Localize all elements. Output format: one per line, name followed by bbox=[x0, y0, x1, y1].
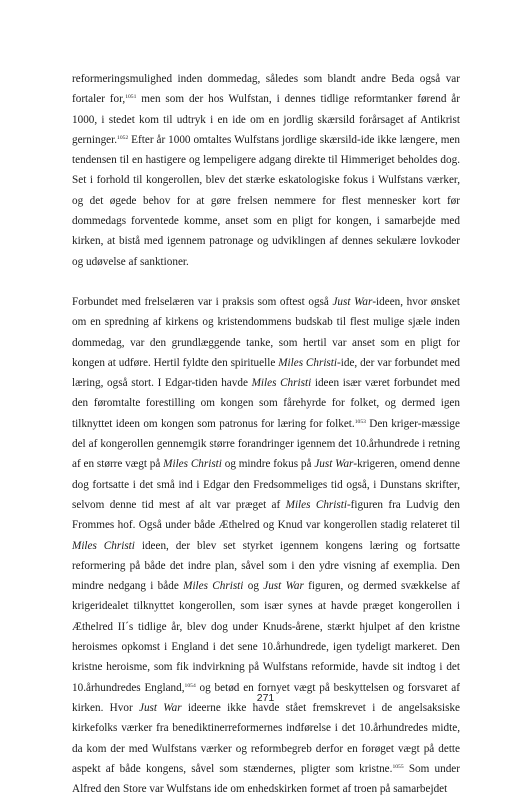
italic-term: Miles Christi bbox=[285, 498, 347, 511]
text-run: -ide, der var forbundet med læring, også stort. I Edgar-tiden havde bbox=[72, 356, 461, 390]
text-run: Som under Alfred den Store var Wulfstans ide om enhedskirken formet af troen på samarbejdet bbox=[72, 762, 460, 796]
italic-term: Miles Christi bbox=[251, 377, 312, 390]
text-run: -krigeren, omend denne dog fortsatte i det små ind i Edgar den Fredsommeliges tid også, i Dunstans skrifter, selvom denne tid mest af alt var præget af bbox=[72, 458, 460, 511]
italic-term: Miles Christi bbox=[72, 539, 135, 552]
text-run: og betød en fornyet vægt på beskyttelsen og forsvaret af kirken. Hvor bbox=[72, 681, 460, 714]
footnote-marker: 1054 bbox=[184, 682, 196, 689]
text-run: ideerne ikke havde stået fremskrevet i de angelsaksiske kirkefolks værker fra benediktinerreformernes indførelse i det 10.århundredes midte, da kom der med Wulfstans værker og reformbegreb derfor en forøget vægt på dette aspekt af både kongens, såvel som stændernes, pligter som kristne. bbox=[72, 701, 461, 775]
body-text bbox=[72, 69, 460, 799]
text-run: figuren, og dermed svækkelse af krigeridealet tilknyttet kongerollen, som især synes at havde præget kongerollen i Æthelred II´s tidlige år, blev dog under Knuds-årene, stærkt hjulpet af den kristne heroismes opkomst i England i det sene 10.århundrede, igen tydeligt markeret. Den kristne heroisme, som fik indvirkning på Wulfstans reformide, havde sit indtog i det 10.århundredes England, bbox=[72, 580, 460, 694]
text-run: Forbundet med frelselæren var i praksis som oftest også bbox=[72, 295, 333, 308]
footnote-marker: 1051 bbox=[125, 94, 137, 101]
paragraph bbox=[72, 69, 460, 272]
text-run: og bbox=[243, 580, 264, 593]
text-run: -figuren fra Ludvig den Frommes hof. Også under både Æthelred og Knud var kongerollen stadig relateret til bbox=[72, 498, 460, 532]
italic-term: Just War bbox=[314, 458, 354, 471]
text-run: ideen især været forbundet med den føromtalte forestilling om kongen som fårehyrde for folket, og dermed igen tilknyttet ideen om kongen som patronus for læring for folket. bbox=[72, 377, 460, 430]
footnote-marker: 1055 bbox=[392, 763, 404, 770]
italic-term: Just War bbox=[332, 295, 373, 308]
italic-term: Miles Christi bbox=[163, 458, 222, 471]
text-run: ideen, der blev set styrket igennem kongens læring og fortsatte reformering på både det indre plan, såvel som i den ydre visning af exemplia. Den mindre nedgang i både bbox=[72, 539, 460, 593]
italic-term: Miles Christi bbox=[183, 580, 244, 593]
text-run: og mindre fokus på bbox=[221, 458, 315, 471]
text-run: -ideen, hvor ønsket om en spredning af kirkens og kristendommens budskab til flest mulige sjæle inden dommedag, var den grundlæggende tanke, som hertil var anset som en pligt for kongen at udføre. Hertil fyldte den spirituelle bbox=[72, 295, 460, 369]
paragraph bbox=[72, 292, 460, 799]
footnote-marker: 1053 bbox=[354, 418, 366, 425]
italic-term: Just War bbox=[138, 701, 182, 714]
italic-term: Just War bbox=[263, 580, 304, 593]
italic-term: Miles Christi bbox=[278, 356, 338, 369]
text-run: Den kriger-mæssige del af kongerollen gennemgik større forandringer igennem det 10.århundrede i retning af en større vægt på bbox=[72, 417, 460, 471]
text-run: men som der hos Wulfstan, i dennes tidlige reformtanker førend år 1000, i stedet kom til udtryk i en ide om en jordlig skærsild forårsaget af Antikrist gerninger. bbox=[72, 93, 461, 146]
footnote-marker: 1052 bbox=[117, 134, 129, 141]
page-number: 271 bbox=[256, 692, 275, 704]
text-run: reformeringsmulighed inden dommedag, således som blandt andre Beda også var fortaler for, bbox=[72, 73, 460, 106]
text-run: Efter år 1000 omtaltes Wulfstans jordlige skærsild-ide ikke længere, men tendensen til en hastigere og lempeligere adgang direkte til Himmeriget beholdes dog. Set i forhold til kongerollen, blev det stærke eskatologiske fokus i Wulfstans værker, og det øgede behov for at gøre frelsen nemmere for flest mennesker kort før dommedags forventede komme, anset som en pligt for kongen, i samarbejde med kirken, at bistå med igennem patronage og udviklingen af dennes sekulære lovkoder og udøvelse af sanktioner. bbox=[72, 133, 460, 268]
